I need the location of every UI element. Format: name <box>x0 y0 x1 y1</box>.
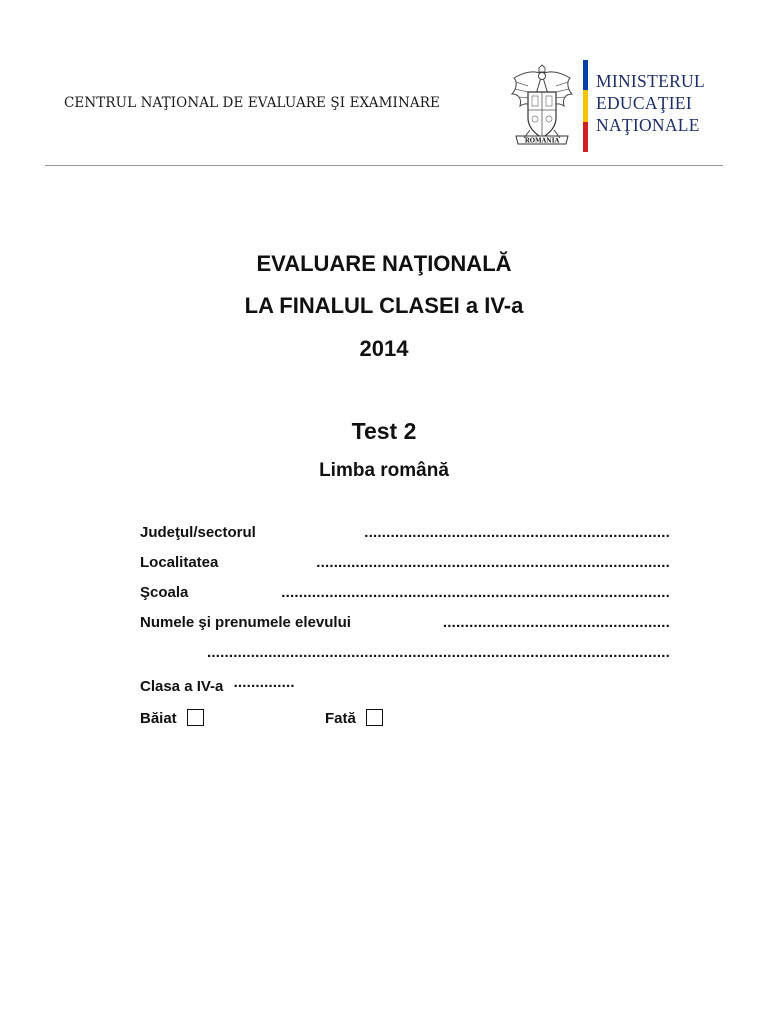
ministry-line-3: NAŢIONALE <box>596 115 700 135</box>
girl-label: Fată <box>325 710 356 727</box>
exam-year: 2014 <box>359 336 409 361</box>
flag-blue-band <box>583 60 588 90</box>
girl-option[interactable] <box>325 709 383 727</box>
ministry-line-2: EDUCAŢIEI <box>596 93 693 113</box>
locality-dotted-line[interactable]: ................................................................................. <box>316 554 670 571</box>
school-dotted-line[interactable]: ......................................................................................... <box>281 584 670 601</box>
svg-text:ROMANIA: ROMANIA <box>524 137 560 145</box>
school-label: Şcoala <box>140 584 189 601</box>
class-dotted-line[interactable]: .............. <box>233 674 295 691</box>
romanian-flag-stripe <box>583 60 588 152</box>
school-field[interactable] <box>140 584 670 614</box>
student-name-continuation-field[interactable] <box>140 644 670 674</box>
flag-red-band <box>583 122 588 152</box>
romanian-coat-of-arms-icon <box>506 64 578 152</box>
student-name-label: Numele şi prenumele elevului <box>140 614 351 631</box>
flag-yellow-band <box>583 90 588 121</box>
evaluation-center-name: CENTRUL NAŢIONAL DE EVALUARE ŞI EXAMINARE <box>64 95 440 111</box>
locality-label: Localitatea <box>140 554 219 571</box>
locality-field[interactable] <box>140 554 670 584</box>
girl-checkbox[interactable] <box>366 709 383 726</box>
student-name-dotted-line[interactable]: .................................................... <box>442 614 670 631</box>
county-label: Judeţul/sectorul <box>140 524 256 541</box>
ministry-line-1: MINISTERUL <box>596 71 705 91</box>
ministry-name <box>596 70 705 136</box>
county-dotted-line[interactable]: ...................................................................... <box>364 524 670 541</box>
boy-option[interactable] <box>140 709 204 727</box>
boy-checkbox[interactable] <box>187 709 204 726</box>
exam-grade-line: LA FINALUL CLASEI a IV-a <box>244 293 524 318</box>
class-label: Clasa a IV-a <box>140 678 224 695</box>
subject-name: Limba română <box>319 460 449 481</box>
test-number: Test 2 <box>351 418 417 444</box>
student-name-field[interactable] <box>140 614 670 644</box>
county-field[interactable] <box>140 524 670 554</box>
student-info-form <box>140 524 670 704</box>
exam-title: EVALUARE NAŢIONALĂ <box>256 251 512 276</box>
header-divider <box>45 165 723 166</box>
boy-label: Băiat <box>140 710 177 727</box>
student-name-continuation-line[interactable]: .......................................................................................................... <box>207 644 670 661</box>
class-field[interactable] <box>140 674 670 704</box>
